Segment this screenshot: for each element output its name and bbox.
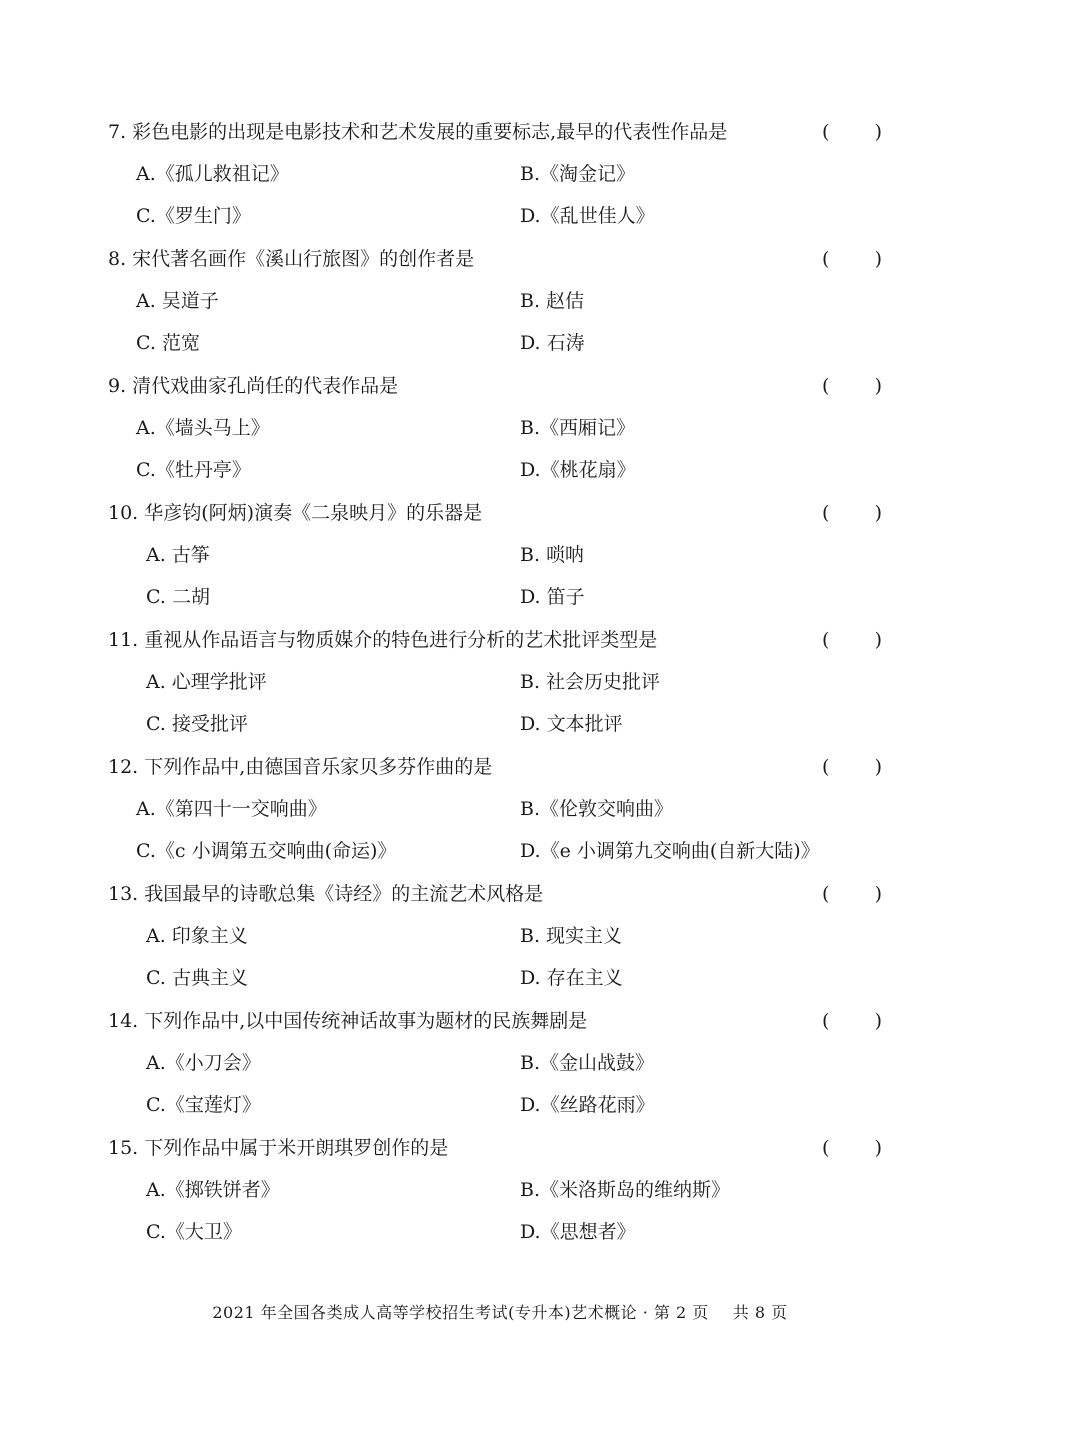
question-text: 14. 下列作品中,以中国传统神话故事为题材的民族舞剧是 <box>108 1010 588 1032</box>
question-stem <box>108 1000 888 1042</box>
option-c: C. 接受批评 <box>146 713 248 735</box>
option-c: C.《大卫》 <box>146 1221 242 1243</box>
option-row <box>108 576 888 618</box>
option-row <box>108 407 888 449</box>
option-c: C.《罗生门》 <box>136 205 251 227</box>
option-b: B.《米洛斯岛的维纳斯》 <box>520 1179 731 1201</box>
option-row <box>108 703 888 745</box>
option-a: A.《墙头马上》 <box>136 417 270 439</box>
answer-brackets: ( ) <box>822 121 882 143</box>
option-row <box>108 449 888 491</box>
answer-brackets: ( ) <box>822 502 882 524</box>
option-c: C. 古典主义 <box>146 967 248 989</box>
option-b: B. 唢呐 <box>520 544 585 566</box>
option-d: D.《思想者》 <box>520 1221 636 1243</box>
option-a: A.《孤儿救祖记》 <box>136 163 289 185</box>
option-a: A. 心理学批评 <box>146 671 267 693</box>
question-text: 11. 重视从作品语言与物质媒介的特色进行分析的艺术批评类型是 <box>108 629 658 651</box>
option-b: B.《西厢记》 <box>520 417 636 439</box>
option-b: B.《伦敦交响曲》 <box>520 798 674 820</box>
question-text: 10. 华彦钧(阿炳)演奏《二泉映月》的乐器是 <box>108 502 483 524</box>
option-c: C. 二胡 <box>146 586 210 608</box>
option-b: B. 赵佶 <box>520 290 585 312</box>
option-d: D. 存在主义 <box>520 967 623 989</box>
option-b: B.《淘金记》 <box>520 163 636 185</box>
answer-brackets: ( ) <box>822 1010 882 1032</box>
option-b: B. 社会历史批评 <box>520 671 661 693</box>
option-row <box>108 153 888 195</box>
option-d: D.《桃花扇》 <box>520 459 636 481</box>
question-stem <box>108 492 888 534</box>
question-stem <box>108 619 888 661</box>
question-stem <box>108 365 888 407</box>
option-row <box>108 1211 888 1253</box>
option-d: D. 笛子 <box>520 586 585 608</box>
option-d: D.《丝路花雨》 <box>520 1094 655 1116</box>
option-row <box>108 280 888 322</box>
option-a: A. 印象主义 <box>146 925 248 947</box>
option-b: B.《金山战鼓》 <box>520 1052 655 1074</box>
question-11 <box>108 619 888 745</box>
option-c: C.《c 小调第五交响曲(命运)》 <box>136 840 397 862</box>
option-row <box>108 788 888 830</box>
option-d: D.《乱世佳人》 <box>520 205 655 227</box>
answer-brackets: ( ) <box>822 756 882 778</box>
question-15 <box>108 1127 888 1253</box>
question-9 <box>108 365 888 491</box>
question-stem <box>108 1127 888 1169</box>
option-row <box>108 661 888 703</box>
footer-total-pages: 共 8 页 <box>732 1303 788 1322</box>
option-a: A. 吴道子 <box>136 290 219 312</box>
question-8 <box>108 238 888 364</box>
question-12 <box>108 746 888 872</box>
footer-title: 2021 年全国各类成人高等学校招生考试(专升本)艺术概论 · 第 2 页 <box>212 1303 709 1322</box>
answer-brackets: ( ) <box>822 248 882 270</box>
option-d: D. 石涛 <box>520 332 585 354</box>
question-text: 12. 下列作品中,由德国音乐家贝多芬作曲的是 <box>108 756 493 778</box>
question-10 <box>108 492 888 618</box>
option-a: A.《第四十一交响曲》 <box>136 798 327 820</box>
option-c: C.《牡丹亭》 <box>136 459 251 481</box>
option-row <box>108 915 888 957</box>
option-row <box>108 1084 888 1126</box>
question-stem <box>108 746 888 788</box>
option-row <box>108 1169 888 1211</box>
question-14 <box>108 1000 888 1126</box>
question-13 <box>108 873 888 999</box>
option-c: C.《宝莲灯》 <box>146 1094 261 1116</box>
option-c: C. 范宽 <box>136 332 200 354</box>
option-row <box>108 195 888 237</box>
question-text: 7. 彩色电影的出现是电影技术和艺术发展的重要标志,最早的代表性作品是 <box>108 121 728 143</box>
question-text: 13. 我国最早的诗歌总集《诗经》的主流艺术风格是 <box>108 883 544 905</box>
answer-brackets: ( ) <box>822 883 882 905</box>
question-text: 8. 宋代著名画作《溪山行旅图》的创作者是 <box>108 248 475 270</box>
option-row <box>108 322 888 364</box>
option-a: A. 古筝 <box>146 544 210 566</box>
option-row <box>108 957 888 999</box>
answer-brackets: ( ) <box>822 375 882 397</box>
option-a: A.《小刀会》 <box>146 1052 261 1074</box>
question-stem <box>108 873 888 915</box>
question-text: 9. 清代戏曲家孔尚任的代表作品是 <box>108 375 399 397</box>
answer-brackets: ( ) <box>822 1137 882 1159</box>
option-a: A.《掷铁饼者》 <box>146 1179 280 1201</box>
option-row <box>108 1042 888 1084</box>
option-row <box>108 830 888 872</box>
option-b: B. 现实主义 <box>520 925 623 947</box>
page-footer <box>0 1298 1000 1328</box>
option-row <box>108 534 888 576</box>
answer-brackets: ( ) <box>822 629 882 651</box>
option-d: D.《e 小调第九交响曲(自新大陆)》 <box>520 840 820 862</box>
question-text: 15. 下列作品中属于米开朗琪罗创作的是 <box>108 1137 449 1159</box>
question-7 <box>108 111 888 237</box>
question-stem <box>108 238 888 280</box>
option-d: D. 文本批评 <box>520 713 623 735</box>
question-stem <box>108 111 888 153</box>
